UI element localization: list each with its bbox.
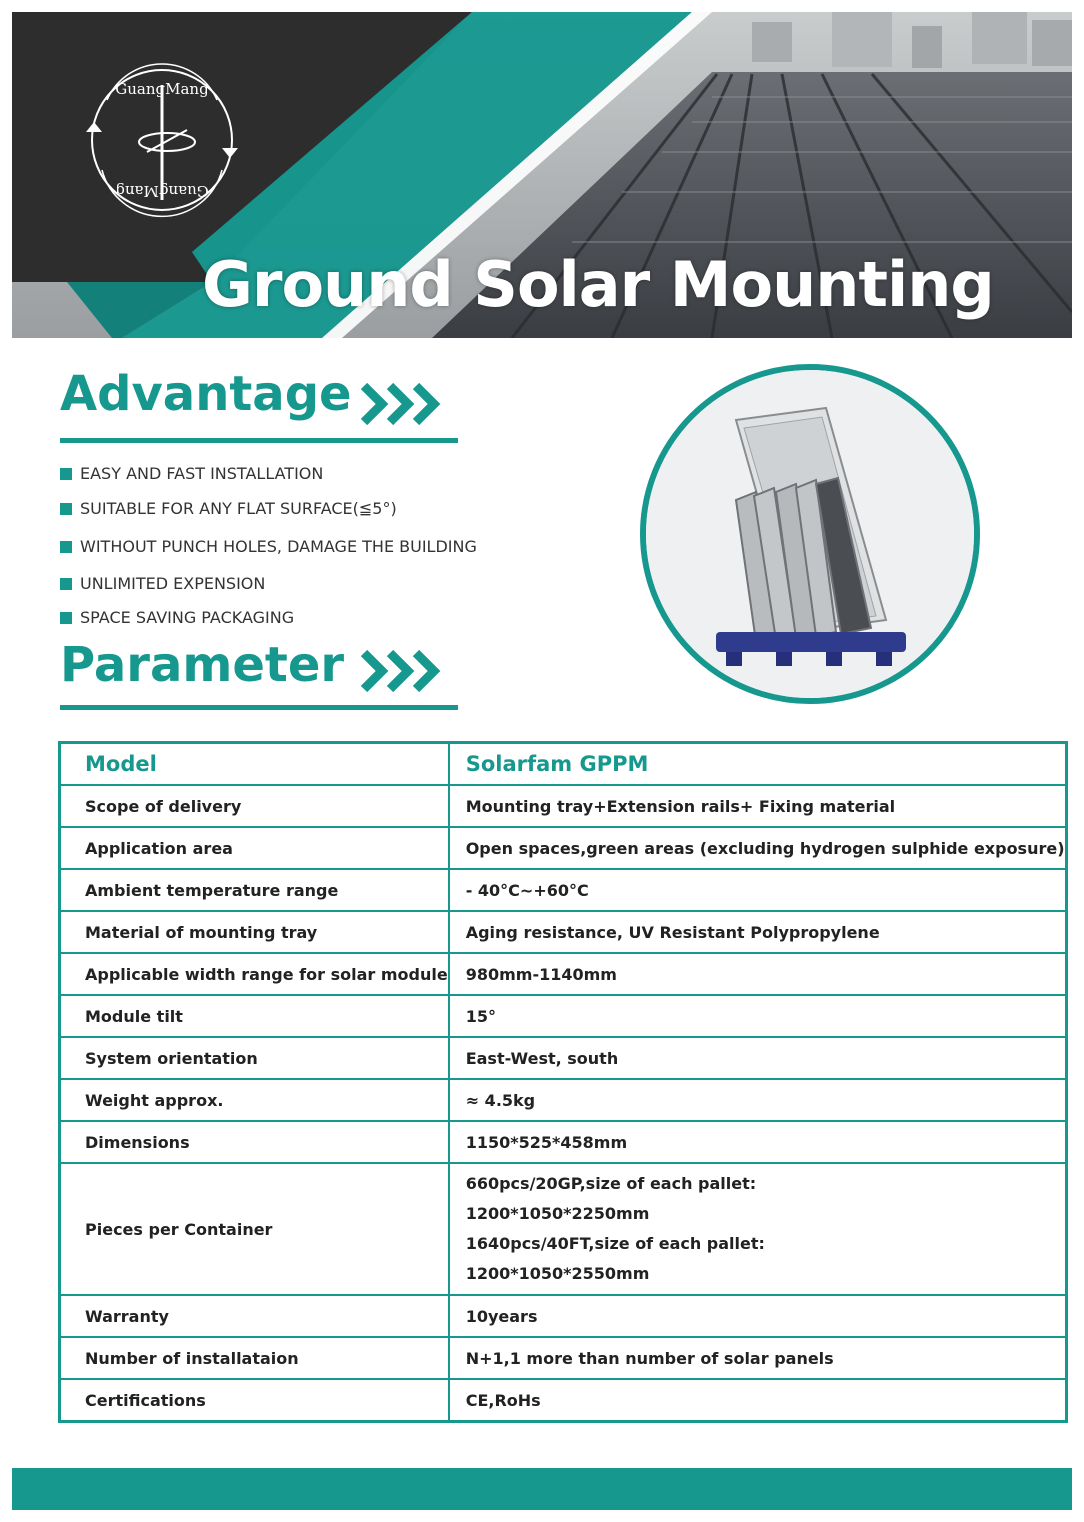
table-row-container — [60, 1163, 1067, 1295]
table-row — [60, 1379, 1067, 1422]
row-label: Scope of delivery — [60, 785, 449, 827]
row-label: Number of installataion — [60, 1337, 449, 1379]
logo-text-bottom: GuangMang — [115, 182, 209, 200]
table-row — [60, 1337, 1067, 1379]
table-row — [60, 1079, 1067, 1121]
table-row — [60, 1037, 1067, 1079]
chevrons-icon — [360, 382, 446, 426]
row-value: - 40°C~+60°C — [449, 869, 1066, 911]
stacked-trays-illustration — [646, 370, 974, 698]
company-logo — [72, 60, 252, 220]
bullet-square-icon — [60, 468, 72, 480]
table-row — [60, 785, 1067, 827]
row-value: 10years — [449, 1295, 1066, 1337]
row-label: Weight approx. — [60, 1079, 449, 1121]
row-label: Certifications — [60, 1379, 449, 1422]
container-line: 1200*1050*2550mm — [465, 1264, 650, 1283]
row-value: CE,RoHs — [449, 1379, 1066, 1422]
row-label: Material of mounting tray — [60, 911, 449, 953]
parameter-table — [58, 741, 1068, 1423]
row-label: Module tilt — [60, 995, 449, 1037]
bullet-square-icon — [60, 503, 72, 515]
row-label: Applicable width range for solar module — [60, 953, 449, 995]
bullet-square-icon — [60, 612, 72, 624]
row-label: Ambient temperature range — [60, 869, 449, 911]
advantage-underline — [60, 438, 458, 443]
table-row — [60, 1121, 1067, 1163]
row-value: East-West, south — [449, 1037, 1066, 1079]
advantage-item — [60, 464, 323, 483]
advantage-item — [60, 537, 477, 556]
banner-title: Ground Solar Mounting — [202, 248, 994, 321]
footer-bar — [12, 1468, 1072, 1510]
row-label: System orientation — [60, 1037, 449, 1079]
advantage-item-text: WITHOUT PUNCH HOLES, DAMAGE THE BUILDING — [80, 537, 477, 556]
table-header-row — [60, 743, 1067, 786]
table-row — [60, 953, 1067, 995]
table-row — [60, 911, 1067, 953]
bullet-square-icon — [60, 541, 72, 553]
row-value: 15° — [449, 995, 1066, 1037]
container-line: 660pcs/20GP,size of each pallet: — [465, 1174, 757, 1193]
advantage-item — [60, 608, 294, 627]
row-label: Dimensions — [60, 1121, 449, 1163]
row-value-multiline — [449, 1163, 1066, 1295]
table-row — [60, 869, 1067, 911]
advantage-item — [60, 499, 397, 518]
container-line: 1200*1050*2250mm — [465, 1204, 650, 1223]
container-line: 1640pcs/40FT,size of each pallet: — [465, 1234, 765, 1253]
row-value: ≈ 4.5kg — [449, 1079, 1066, 1121]
logo-text-top: GuangMang — [115, 80, 209, 98]
advantage-item-text: SPACE SAVING PACKAGING — [80, 608, 295, 627]
table-row — [60, 1295, 1067, 1337]
header-value: Solarfam GPPM — [449, 743, 1066, 786]
row-label: Pieces per Container — [60, 1163, 449, 1295]
advantage-title: Advantage — [60, 366, 352, 422]
header-label: Model — [60, 743, 449, 786]
row-value: 1150*525*458mm — [449, 1121, 1066, 1163]
row-label: Warranty — [60, 1295, 449, 1337]
advantage-item-text: SUITABLE FOR ANY FLAT SURFACE(≦5°) — [80, 499, 397, 518]
hero-banner — [12, 12, 1072, 338]
row-label: Application area — [60, 827, 449, 869]
advantage-item — [60, 574, 265, 593]
row-value: Aging resistance, UV Resistant Polypropylene — [449, 911, 1066, 953]
parameter-underline — [60, 705, 458, 710]
row-value: N+1,1 more than number of solar panels — [449, 1337, 1066, 1379]
advantage-item-text: UNLIMITED EXPENSION — [80, 574, 266, 593]
row-value: Open spaces,green areas (excluding hydrogen sulphide exposure) — [449, 827, 1066, 869]
bullet-square-icon — [60, 578, 72, 590]
row-value: Mounting tray+Extension rails+ Fixing material — [449, 785, 1066, 827]
table-row — [60, 995, 1067, 1037]
advantage-item-text: EASY AND FAST INSTALLATION — [80, 464, 324, 483]
product-image — [640, 364, 980, 704]
table-row — [60, 827, 1067, 869]
row-value: 980mm-1140mm — [449, 953, 1066, 995]
chevrons-icon — [360, 649, 446, 693]
parameter-title: Parameter — [60, 637, 345, 693]
